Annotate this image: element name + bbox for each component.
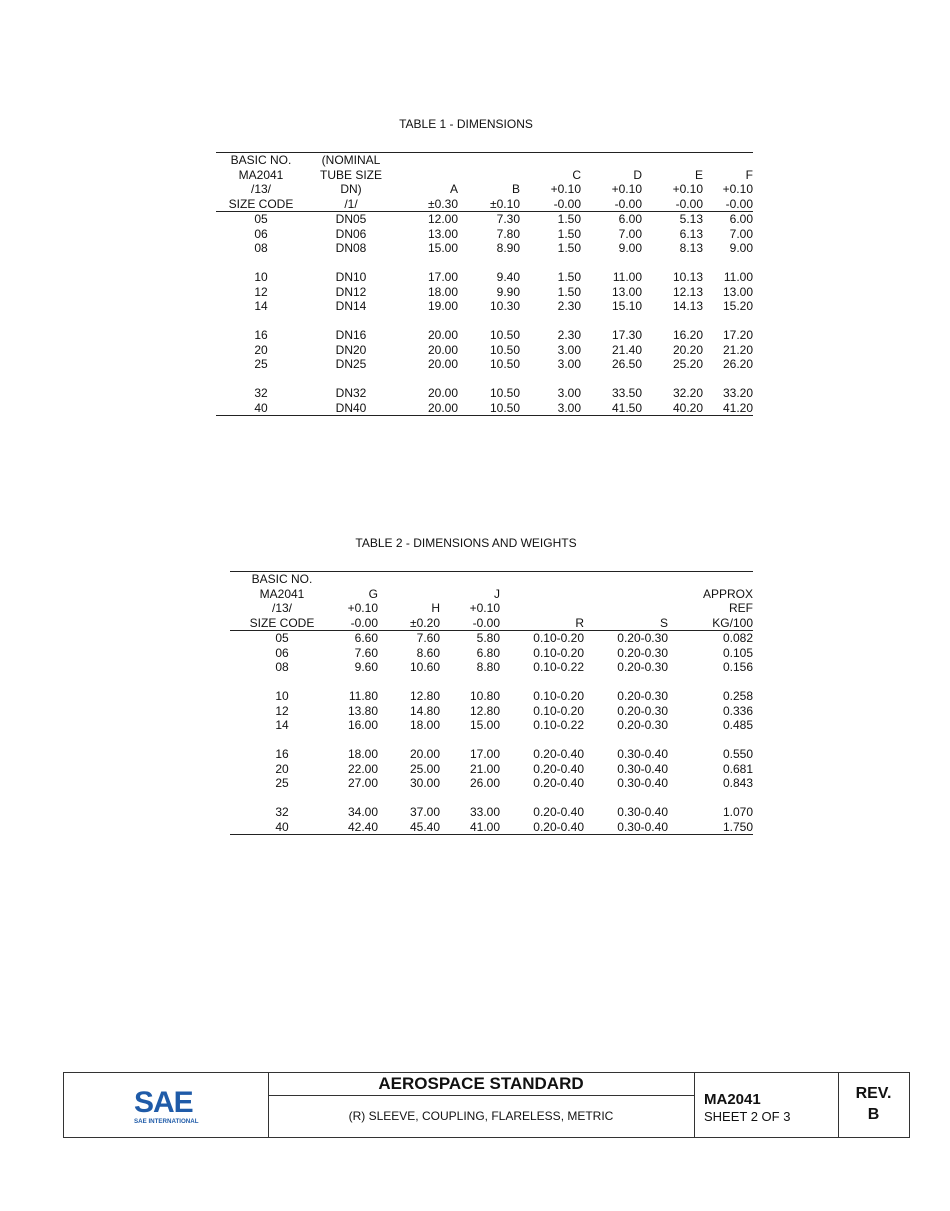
t2-cell: 0.156: [722, 660, 753, 674]
t1-header-c: [520, 153, 581, 212]
header-line: B: [511, 182, 520, 196]
revision-cell: [838, 1073, 909, 1137]
t1-cell: 9.00: [729, 241, 753, 255]
t1-cell: 32: [254, 386, 268, 400]
t1-cell: DN12: [335, 284, 367, 299]
t2-cell: 17.00: [469, 747, 500, 761]
t1-cell: 3.00: [557, 357, 581, 371]
header-line: S: [659, 615, 668, 630]
t2-cell: 8.80: [476, 660, 500, 674]
t1-cell: 10.50: [458, 401, 520, 416]
header-line: APPROX: [702, 586, 753, 601]
doc-subtitle: (R) SLEEVE, COUPLING, FLARELESS, METRIC: [348, 1109, 614, 1123]
header-line: J: [494, 586, 500, 601]
t1-cell: DN05: [335, 212, 367, 226]
t1-cell: 10.50: [489, 328, 520, 342]
t1-cell: 21.40: [611, 342, 642, 357]
t1-cell: 20.00: [427, 386, 458, 400]
t2-cell: 0.843: [722, 776, 753, 790]
t1-header-b: [458, 153, 520, 212]
sae-international-logo: [134, 1085, 204, 1127]
t2-cell: 0.10-0.20: [533, 703, 584, 718]
header-line: H: [431, 601, 440, 615]
t1-row-20: [216, 343, 753, 358]
t2-cell: 0.10-0.20: [533, 689, 584, 703]
t1-row-14: [216, 299, 753, 314]
t2-cell: 0.20-0.40: [533, 776, 584, 790]
t2-cell: 32: [275, 805, 289, 819]
sae-logo-cell: [64, 1073, 269, 1137]
t1-cell: DN20: [335, 342, 367, 357]
t1-cell: DN08: [335, 241, 367, 255]
t2-row-08: [230, 660, 753, 675]
t1-row-40: [216, 401, 753, 416]
t2-cell: 16.00: [347, 718, 378, 732]
row-spacer: [230, 791, 753, 806]
header-line: +0.10: [550, 182, 581, 196]
t1-cell: 8.13: [679, 241, 703, 255]
header-line: ±0.10: [490, 196, 520, 211]
t2-cell: 22.00: [347, 761, 378, 776]
t1-cell: 6.13: [679, 226, 703, 241]
t1-cell: 1.50: [557, 284, 581, 299]
t1-cell: 10.30: [489, 299, 520, 313]
t2-cell: 14: [275, 718, 289, 732]
t2-cell: 9.60: [354, 660, 378, 674]
t1-row-06: [216, 227, 753, 242]
row-spacer: [230, 733, 753, 748]
header-line: /13/: [271, 601, 292, 615]
header-line: +0.10: [672, 182, 703, 196]
header-line: MA2041: [238, 167, 284, 182]
header-line: -0.00: [472, 615, 500, 630]
t2-cell: 0.20-0.30: [617, 631, 668, 645]
t2-cell: 0.20-0.30: [617, 660, 668, 674]
t1-row-10: [216, 270, 753, 285]
t1-cell: 33.50: [611, 386, 642, 400]
t2-cell: 25: [275, 776, 289, 790]
t1-cell: 08: [254, 241, 268, 255]
t1-cell: 13.00: [611, 284, 642, 299]
row-spacer: [230, 675, 753, 690]
t1-cell: DN25: [335, 357, 367, 371]
t2-cell: 0.30-0.40: [617, 805, 668, 819]
t1-row-16: [216, 328, 753, 343]
t2-cell: 0.30-0.40: [584, 820, 668, 835]
t2-header-j: [440, 572, 500, 631]
header-line: -0.00: [350, 615, 378, 630]
t2-row-40: [230, 820, 753, 835]
doc-type-title: AEROSPACE STANDARD: [268, 1073, 694, 1096]
t1-cell: 26.20: [722, 357, 753, 371]
t1-cell: DN14: [335, 299, 367, 313]
t2-cell: 7.60: [354, 645, 378, 660]
t1-cell: 1.50: [557, 241, 581, 255]
header-line: -0.00: [725, 196, 753, 211]
t1-cell: 14.13: [672, 299, 703, 313]
t1-cell: 20.00: [427, 342, 458, 357]
header-line: -0.00: [553, 196, 581, 211]
t2-cell: 0.258: [722, 689, 753, 703]
t2-cell: 25.00: [409, 761, 440, 776]
header-line: +0.10: [347, 601, 378, 615]
t2-header-r: [500, 572, 584, 631]
t1-cell: 13.00: [722, 284, 753, 299]
t2-cell: 0.082: [722, 631, 753, 645]
t1-header-basic-no: [216, 153, 306, 212]
t1-cell: 12.13: [672, 284, 703, 299]
t2-cell: 1.750: [668, 820, 753, 835]
table2-header-row: [230, 572, 753, 631]
t1-cell: 17.20: [722, 328, 753, 342]
t1-cell: 25.20: [672, 357, 703, 371]
header-line: /1/: [344, 196, 358, 211]
t2-cell: 18.00: [347, 747, 378, 761]
t2-cell: 0.105: [722, 645, 753, 660]
t1-row-08: [216, 241, 753, 256]
t2-cell: 0.336: [722, 703, 753, 718]
t1-header-nominal-tube-size: [306, 153, 396, 212]
t2-header-h: [378, 572, 440, 631]
t1-cell: 10.50: [489, 342, 520, 357]
t1-cell: 17.00: [427, 270, 458, 284]
t1-cell: 15.10: [611, 299, 642, 313]
header-line: REF: [729, 601, 753, 615]
t1-cell: 15.20: [722, 299, 753, 313]
t2-row-20: [230, 762, 753, 777]
rev-value: B: [867, 1106, 880, 1123]
t1-cell: 40: [216, 401, 306, 416]
t2-cell: 0.20-0.30: [617, 689, 668, 703]
t1-cell: 20.00: [396, 401, 458, 416]
t1-header-a: [396, 153, 458, 212]
t1-row-25: [216, 357, 753, 372]
t1-cell: 17.30: [611, 328, 642, 342]
t2-cell: 26.00: [469, 776, 500, 790]
table1-header-row: [216, 153, 753, 212]
t1-cell: 06: [254, 226, 268, 241]
t1-cell: 3.00: [557, 342, 581, 357]
t1-cell: 14: [254, 299, 268, 313]
t1-cell: 41.50: [581, 401, 642, 416]
t1-cell: 9.90: [496, 284, 520, 299]
t1-row-32: [216, 386, 753, 401]
header-line: C: [572, 167, 581, 182]
t1-cell: 33.20: [722, 386, 753, 400]
t1-cell: 6.00: [729, 212, 753, 226]
t2-cell: 15.00: [469, 718, 500, 732]
table1: [216, 152, 753, 416]
t1-cell: 20.00: [427, 357, 458, 371]
header-line: G: [368, 586, 378, 601]
t1-cell: 12.00: [427, 212, 458, 226]
t2-cell: 12.80: [469, 703, 500, 718]
t2-cell: 7.60: [416, 631, 440, 645]
header-line: BASIC NO.: [251, 572, 313, 586]
t2-cell: 0.30-0.40: [617, 761, 668, 776]
t1-cell: DN32: [335, 386, 367, 400]
doc-number: MA2041: [704, 1091, 761, 1108]
t2-cell: 0.681: [722, 761, 753, 776]
t1-cell: 15.00: [427, 241, 458, 255]
t1-cell: 7.30: [496, 212, 520, 226]
t2-cell: 08: [275, 660, 289, 674]
header-line: +0.10: [722, 182, 753, 196]
t2-cell: 0.20-0.40: [533, 747, 584, 761]
t1-cell: 25: [254, 357, 268, 371]
t1-cell: 41.20: [703, 401, 753, 416]
t1-cell: 8.90: [496, 241, 520, 255]
t2-cell: 06: [275, 645, 289, 660]
header-line: +0.10: [469, 601, 500, 615]
title-block: [63, 1072, 910, 1138]
header-line: SIZE CODE: [228, 196, 294, 211]
t1-cell: 11.00: [612, 270, 642, 284]
t2-header-approx-weight: [668, 572, 753, 631]
t2-row-14: [230, 718, 753, 733]
t1-cell: 10.50: [489, 386, 520, 400]
t2-cell: 0.20-0.30: [617, 645, 668, 660]
t2-cell: 5.80: [476, 631, 500, 645]
t1-cell: 6.00: [618, 212, 642, 226]
header-line: D: [633, 167, 642, 182]
t1-row-05: [216, 212, 753, 227]
title-cell: [268, 1073, 695, 1137]
header-line: DN): [340, 182, 362, 196]
t2-header-g: [334, 572, 378, 631]
t2-row-05: [230, 631, 753, 646]
t2-cell: 0.20-0.40: [500, 820, 584, 835]
t1-cell: 26.50: [611, 357, 642, 371]
t2-cell: 1.070: [722, 805, 753, 819]
t2-cell: 6.80: [476, 645, 500, 660]
header-line: A: [449, 182, 458, 196]
t2-cell: 21.00: [469, 761, 500, 776]
t2-cell: 0.550: [722, 747, 753, 761]
t1-cell: 7.00: [729, 226, 753, 241]
header-line: SIZE CODE: [249, 615, 315, 630]
t1-cell: 1.50: [557, 226, 581, 241]
t2-cell: 14.80: [409, 703, 440, 718]
t1-cell: 9.00: [618, 241, 642, 255]
logo-subtext: SAE INTERNATIONAL: [134, 1118, 199, 1125]
header-line: ±0.30: [428, 196, 458, 211]
t2-cell: 34.00: [347, 805, 378, 819]
header-line: ±0.20: [410, 615, 440, 630]
svg-text:SAE: SAE: [134, 1086, 193, 1119]
t2-cell: 0.20-0.40: [533, 761, 584, 776]
t2-cell: 37.00: [409, 805, 440, 819]
t1-cell: 05: [254, 212, 268, 226]
table1-body: [216, 212, 753, 416]
header-line: TUBE SIZE: [319, 167, 382, 182]
t1-cell: 10: [254, 270, 268, 284]
t2-row-25: [230, 776, 753, 791]
t2-cell: 40: [230, 820, 334, 835]
t2-cell: 0.10-0.20: [533, 645, 584, 660]
table2-body: [230, 631, 753, 835]
t2-cell: 33.00: [469, 805, 500, 819]
header-line: E: [694, 167, 703, 182]
t2-cell: 27.00: [347, 776, 378, 790]
t1-cell: 18.00: [427, 284, 458, 299]
t1-cell: 12: [254, 284, 268, 299]
t1-cell: 7.80: [496, 226, 520, 241]
t2-cell: 10.60: [409, 660, 440, 674]
t1-cell: 20.20: [672, 342, 703, 357]
table2: [230, 571, 753, 835]
header-line: R: [575, 615, 584, 630]
table2-caption: TABLE 2 - DIMENSIONS AND WEIGHTS: [355, 536, 577, 550]
t2-cell: 12.80: [409, 689, 440, 703]
t1-cell: DN10: [335, 270, 367, 284]
t2-cell: 8.60: [416, 645, 440, 660]
row-spacer: [216, 372, 753, 387]
t1-row-12: [216, 285, 753, 300]
t1-cell: 7.00: [618, 226, 642, 241]
t2-cell: 0.20-0.30: [617, 718, 668, 732]
t2-cell: 42.40: [334, 820, 378, 835]
table1-caption: TABLE 1 - DIMENSIONS: [399, 117, 533, 131]
t2-row-16: [230, 747, 753, 762]
header-line: /13/: [250, 182, 271, 196]
t2-cell: 0.30-0.40: [617, 747, 668, 761]
t2-row-32: [230, 805, 753, 820]
t1-cell: 20: [254, 342, 268, 357]
header-line: BASIC NO.: [230, 153, 292, 167]
t2-cell: 20.00: [409, 747, 440, 761]
t1-cell: 13.00: [427, 226, 458, 241]
t2-cell: 0.485: [722, 718, 753, 732]
t1-cell: 1.50: [557, 270, 581, 284]
t1-cell: 20.00: [427, 328, 458, 342]
row-spacer: [216, 256, 753, 271]
t1-cell: DN06: [335, 226, 367, 241]
t2-cell: 11.80: [348, 689, 378, 703]
header-line: F: [745, 167, 753, 182]
t2-cell: 10.80: [469, 689, 500, 703]
t2-cell: 6.60: [354, 631, 378, 645]
t1-cell: 16.20: [672, 328, 703, 342]
t1-cell: 9.40: [496, 270, 520, 284]
t2-cell: 0.20-0.30: [617, 703, 668, 718]
row-spacer: [216, 314, 753, 329]
t1-cell: 2.30: [557, 299, 581, 313]
t2-header-s: [584, 572, 668, 631]
t2-cell: 12: [275, 703, 289, 718]
t2-cell: 0.20-0.40: [533, 805, 584, 819]
t2-row-12: [230, 704, 753, 719]
t1-cell: DN16: [335, 328, 367, 342]
t2-cell: 20: [275, 761, 289, 776]
t1-cell: 3.00: [557, 386, 581, 400]
t1-cell: 1.50: [557, 212, 581, 226]
rev-label: REV.: [855, 1085, 892, 1102]
t2-cell: 10: [275, 689, 289, 703]
t2-cell: 05: [275, 631, 289, 645]
doc-number-cell: [694, 1073, 839, 1137]
t1-cell: 3.00: [520, 401, 581, 416]
t1-header-d: [581, 153, 642, 212]
t2-cell: 13.80: [347, 703, 378, 718]
t1-cell: 40.20: [642, 401, 703, 416]
t1-cell: 16: [254, 328, 268, 342]
header-line: -0.00: [675, 196, 703, 211]
t2-row-06: [230, 646, 753, 661]
t2-cell: 0.10-0.20: [533, 631, 584, 645]
t2-cell: 0.30-0.40: [617, 776, 668, 790]
header-line: +0.10: [611, 182, 642, 196]
t1-header-e: [642, 153, 703, 212]
header-line: KG/100: [712, 615, 753, 630]
t2-cell: 16: [275, 747, 289, 761]
t1-cell: 5.13: [679, 212, 703, 226]
t2-cell: 45.40: [378, 820, 440, 835]
t1-cell: 2.30: [557, 328, 581, 342]
t2-cell: 30.00: [409, 776, 440, 790]
t2-row-10: [230, 689, 753, 704]
t1-cell: 10.13: [672, 270, 703, 284]
t1-cell: 11.00: [723, 270, 753, 284]
t1-header-f: [703, 153, 753, 212]
t1-cell: 10.50: [489, 357, 520, 371]
t1-cell: 32.20: [672, 386, 703, 400]
t2-header-basic-no: [230, 572, 334, 631]
t1-cell: 19.00: [427, 299, 458, 313]
header-line: -0.00: [614, 196, 642, 211]
header-line: MA2041: [259, 586, 305, 601]
t1-cell: DN40: [306, 401, 396, 416]
t2-cell: 18.00: [409, 718, 440, 732]
sheet-number: SHEET 2 OF 3: [704, 1109, 791, 1124]
t2-cell: 41.00: [440, 820, 500, 835]
t1-cell: 21.20: [722, 342, 753, 357]
t2-cell: 0.10-0.22: [533, 718, 584, 732]
header-line: (NOMINAL: [321, 153, 381, 167]
t2-cell: 0.10-0.22: [533, 660, 584, 674]
